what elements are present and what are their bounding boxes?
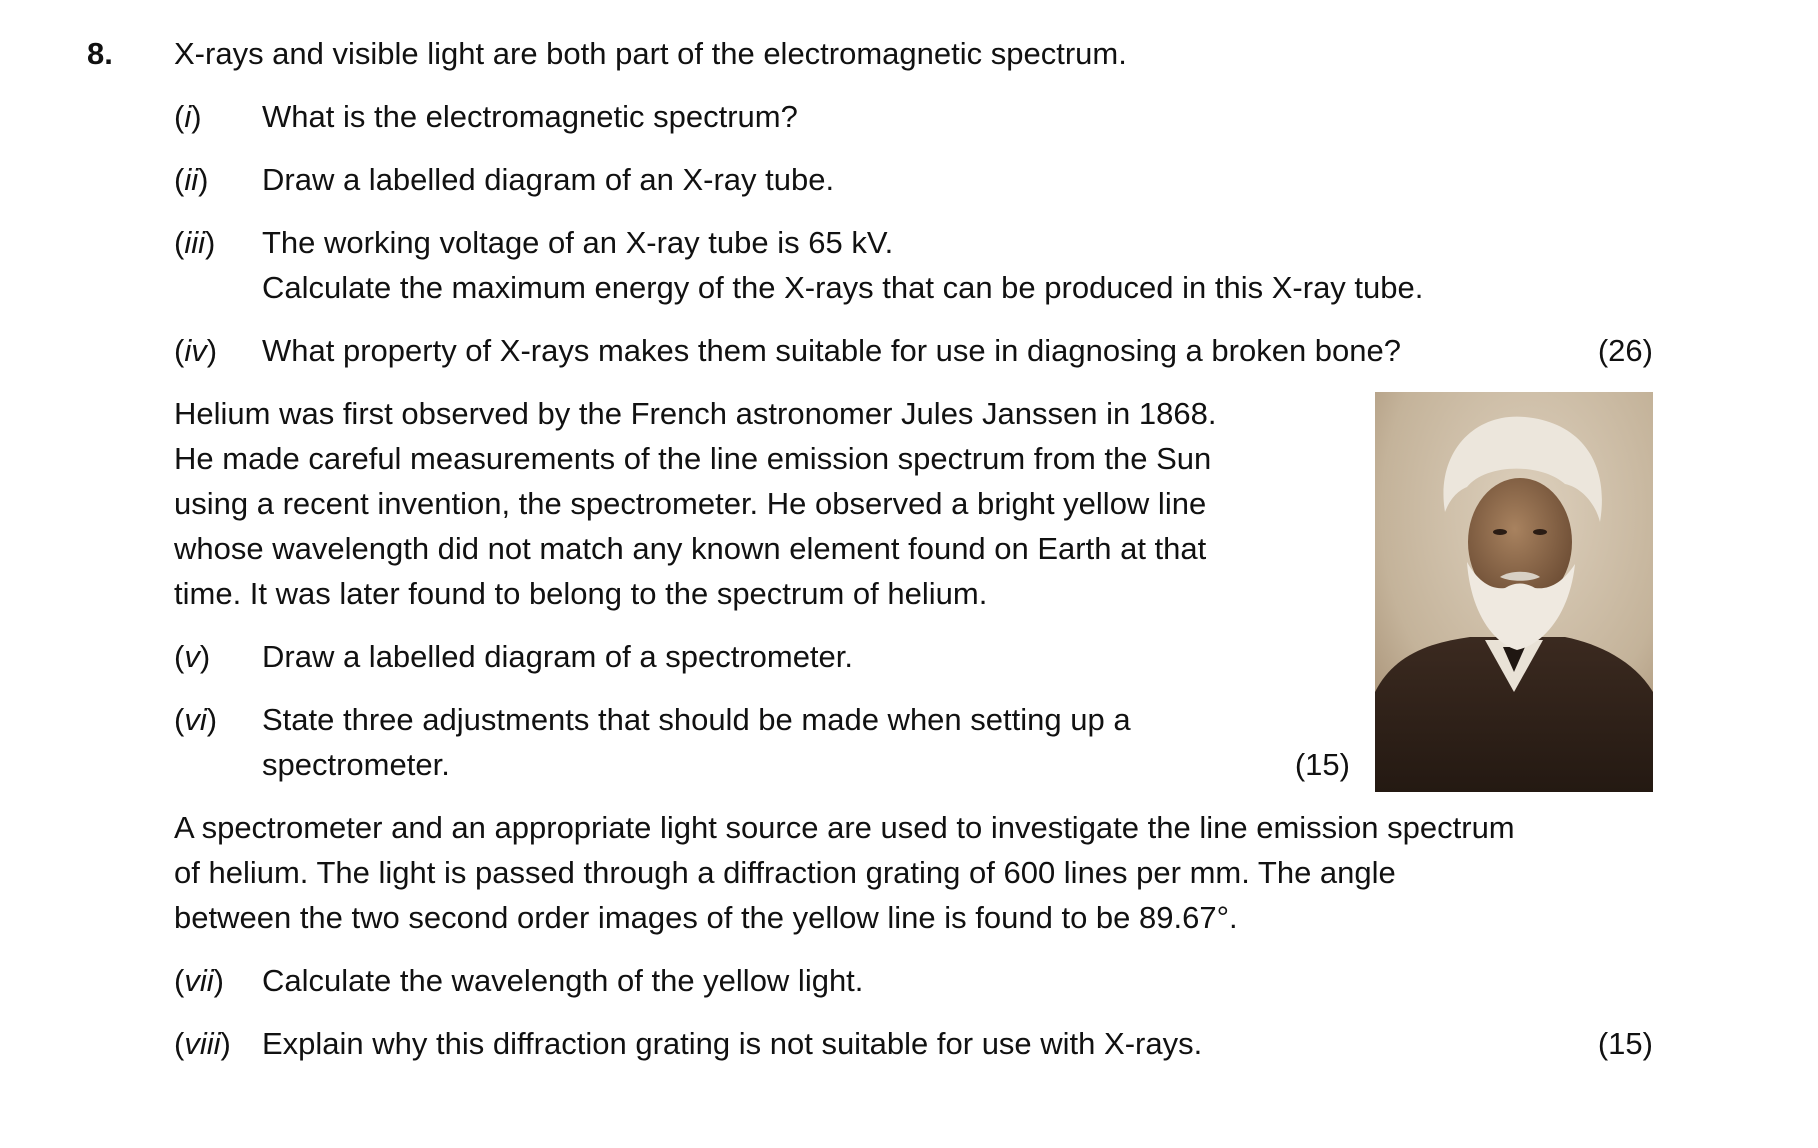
- part-label-ii: (ii): [174, 162, 209, 197]
- part-label-viii: (viii): [174, 1026, 231, 1061]
- grating-paragraph-line2: of helium. The light is passed through a diffraction grating of 600 lines per mm. The angle: [174, 855, 1396, 890]
- part-iii-text-line1: The working voltage of an X-ray tube is 65 kV.: [262, 225, 894, 260]
- helium-paragraph-line3: using a recent invention, the spectrometer. He observed a bright yellow line: [174, 486, 1207, 521]
- part-i-text: What is the electromagnetic spectrum?: [262, 99, 798, 134]
- part-vii-text: Calculate the wavelength of the yellow light.: [262, 963, 864, 998]
- part-iii-text-line2: Calculate the maximum energy of the X-rays that can be produced in this X-ray tube.: [262, 270, 1424, 305]
- part-iv-text: What property of X-rays makes them suitable for use in diagnosing a broken bone?: [262, 333, 1402, 368]
- part-label-vi: (vi): [174, 702, 218, 737]
- question-intro: X-rays and visible light are both part of the electromagnetic spectrum.: [174, 36, 1127, 71]
- helium-paragraph-line4: whose wavelength did not match any known element found on Earth at that: [174, 531, 1207, 566]
- part-ii-text: Draw a labelled diagram of an X-ray tube.: [262, 162, 835, 197]
- part-vi-text-line2: spectrometer.: [262, 747, 450, 782]
- part-v-text: Draw a labelled diagram of a spectrometer.: [262, 639, 854, 674]
- part-vi-text-line1: State three adjustments that should be made when setting up a: [262, 702, 1131, 737]
- part-label-v: (v): [174, 639, 211, 674]
- part-viii-text: Explain why this diffraction grating is not suitable for use with X-rays.: [262, 1026, 1203, 1061]
- part-label-vii: (vii): [174, 963, 224, 998]
- grating-paragraph-line1: A spectrometer and an appropriate light source are used to investigate the line emission spectrum: [174, 810, 1515, 845]
- grating-paragraph-line3: between the two second order images of the yellow line is found to be 89.67°.: [174, 900, 1238, 935]
- question-number: 8.: [87, 36, 113, 71]
- marks-26: (26): [1597, 333, 1653, 368]
- marks-15-second: (15): [1597, 1026, 1653, 1061]
- part-label-i: (i): [174, 99, 202, 134]
- janssen-portrait-photo: [1375, 392, 1653, 792]
- marks-15-first: (15): [1294, 747, 1350, 782]
- helium-paragraph-line5: time. It was later found to belong to the spectrum of helium.: [174, 576, 988, 611]
- helium-paragraph-line2: He made careful measurements of the line emission spectrum from the Sun: [174, 441, 1212, 476]
- part-label-iv: (iv): [174, 333, 218, 368]
- helium-paragraph-line1: Helium was first observed by the French astronomer Jules Janssen in 1868.: [174, 396, 1217, 431]
- portrait-illustration: [1375, 392, 1653, 792]
- part-label-iii: (iii): [174, 225, 216, 260]
